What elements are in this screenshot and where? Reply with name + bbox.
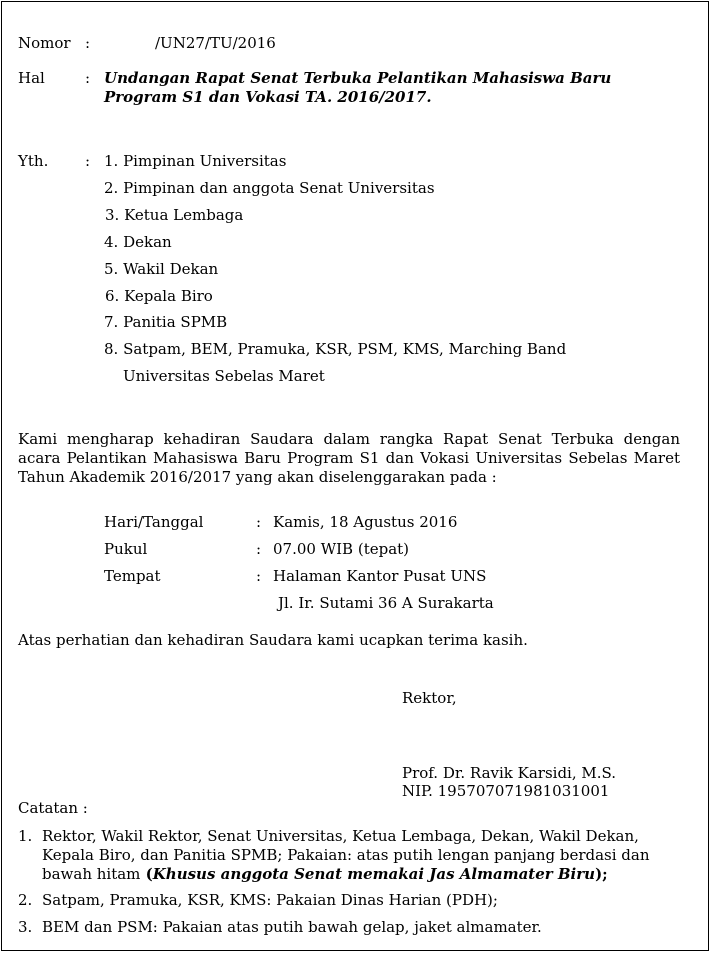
note-item-3: BEM dan PSM: Pakaian atas putih bawah gelap, jaket almamater. xyxy=(42,918,542,936)
note-open-paren: ( xyxy=(140,865,153,883)
nomor-colon: : xyxy=(85,34,91,52)
yth-colon: : xyxy=(85,152,91,170)
recipient-item: 1. Pimpinan Universitas xyxy=(104,152,287,170)
detail-value-time: 07.00 WIB (tepat) xyxy=(273,540,410,558)
nomor-value: /UN27/TU/2016 xyxy=(155,34,276,52)
detail-label-time: Pukul xyxy=(104,540,148,558)
recipient-item: 7. Panitia SPMB xyxy=(104,313,228,331)
note-number: 3. xyxy=(18,918,33,936)
note-number: 2. xyxy=(18,891,33,909)
detail-address: Jl. Ir. Sutami 36 A Surakarta xyxy=(278,594,494,612)
note-number: 1. xyxy=(18,827,33,845)
notes-label: Catatan : xyxy=(18,799,88,817)
hal-subject-line2: Program S1 dan Vokasi TA. 2016/2017. xyxy=(104,88,432,106)
yth-label: Yth. xyxy=(18,152,49,170)
signature-name: Prof. Dr. Ravik Karsidi, M.S. xyxy=(402,764,617,782)
note-emphasis: Khusus anggota Senat memakai Jas Almamater Biru xyxy=(152,865,596,883)
detail-label-place: Tempat xyxy=(104,567,161,585)
detail-colon: : xyxy=(256,513,262,531)
recipient-item: 2. Pimpinan dan anggota Senat Universitas xyxy=(104,179,435,197)
hal-label: Hal xyxy=(18,69,45,87)
detail-colon: : xyxy=(256,540,262,558)
detail-value-place: Halaman Kantor Pusat UNS xyxy=(273,567,487,585)
signature-title: Rektor, xyxy=(402,689,457,707)
note-text: Rektor, Wakil Rektor, Senat Universitas, Ketua Lembaga, Dekan, Wakil Dekan, Kepala Biro, dan Panitia SPMB; Pakaian: atas putih lengan panjang berdasi dan bawah hitam xyxy=(42,827,650,883)
signature-nip: NIP. 195707071981031001 xyxy=(402,782,610,800)
nomor-label: Nomor xyxy=(18,34,71,52)
note-item-2: Satpam, Pramuka, KSR, KMS: Pakaian Dinas Harian (PDH); xyxy=(42,891,498,909)
closing-sentence: Atas perhatian dan kehadiran Saudara kami ucapkan terima kasih. xyxy=(18,631,528,649)
hal-subject-line1: Undangan Rapat Senat Terbuka Pelantikan Mahasiswa Baru xyxy=(104,69,612,87)
recipient-continuation: Universitas Sebelas Maret xyxy=(123,367,325,385)
recipient-item: 4. Dekan xyxy=(104,233,172,251)
detail-colon: : xyxy=(256,567,262,585)
intro-paragraph: Kami mengharap kehadiran Saudara dalam rangka Rapat Senat Terbuka dengan acara Pelantikan Mahasiswa Baru Program S1 dan Vokasi Universitas Sebelas Maret Tahun Akademik 2016/2017 yang akan diselenggarakan pada : xyxy=(18,430,680,486)
recipient-item: 6. Kepala Biro xyxy=(105,287,213,305)
detail-value-date: Kamis, 18 Agustus 2016 xyxy=(273,513,458,531)
note-close-paren: ); xyxy=(595,865,608,883)
hal-colon: : xyxy=(85,69,91,87)
recipient-item: 3. Ketua Lembaga xyxy=(105,206,244,224)
note-item-1 xyxy=(42,827,682,884)
recipient-item: 5. Wakil Dekan xyxy=(104,260,219,278)
recipient-item: 8. Satpam, BEM, Pramuka, KSR, PSM, KMS, Marching Band xyxy=(104,340,567,358)
detail-label-date: Hari/Tanggal xyxy=(104,513,204,531)
